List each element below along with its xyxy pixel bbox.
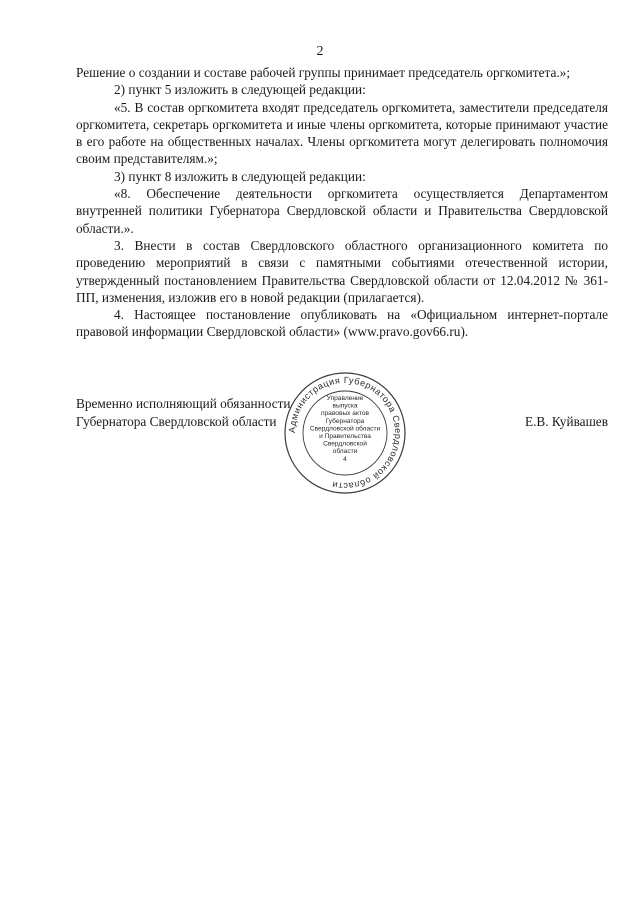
seal-line: 4 <box>343 455 347 463</box>
signatory-name: Е.В. Куйвашев <box>524 414 608 429</box>
seal-line: Свердловской <box>323 440 367 448</box>
paragraph: 2) пункт 5 изложить в следующей редакции: <box>114 82 366 98</box>
paragraph: 4. Настоящее постановление опубликовать на «Официальном интернет-портале правовой информации Свердловской области» (www.pravo.gov66.ru). <box>76 307 608 340</box>
seal-line: области <box>332 448 358 456</box>
seal-line: Свердловской области <box>309 425 381 433</box>
document-body <box>76 64 608 341</box>
official-seal-stamp <box>280 368 410 498</box>
position-line: Временно исполняющий обязанности <box>76 396 291 411</box>
seal-line: Управление <box>326 395 364 402</box>
page-number: 2 <box>316 44 324 59</box>
paragraph: «5. В состав оргкомитета входят председатель оргкомитета, заместители председателя оргкомитета, секретарь оргкомитета и иные члены оргкомитета, которые принимают участие в его работе на общественных началах. Члены оргкомитета могут делегировать полномочия своим представителям.»; <box>76 99 608 167</box>
seal-line: выпуска <box>332 402 358 410</box>
svg-text:Администрация Губернатора Свер: Администрация Губернатора Свердловской области <box>286 374 404 492</box>
paragraph: 3) пункт 8 изложить в следующей редакции: <box>114 168 366 184</box>
signatory-position <box>76 395 291 431</box>
position-line: Губернатора Свердловской области <box>76 414 277 429</box>
seal-line: правовых актов <box>320 410 370 418</box>
paragraph: Решение о создании и составе рабочей группы принимает председатель оргкомитета.»; <box>76 65 571 80</box>
paragraph: «8. Обеспечение деятельности оргкомитета осуществляется Департаментом внутренней политики Губернатора Свердловской области и Правительства Свердловской области.». <box>76 186 608 236</box>
seal-line: и Правительства <box>319 433 371 440</box>
seal-line: Губернатора <box>325 417 365 425</box>
seal-graphic <box>280 368 410 498</box>
paragraph: 3. Внести в состав Свердловского областного организационного комитета по проведению мероприятий в связи с памятными событиями отечественной истории, утвержденный постановлением Правительства Свердловской области от 12.04.2012 № 361-ПП, изменения, изложив его в новой редакции (прилагается). <box>76 237 608 305</box>
